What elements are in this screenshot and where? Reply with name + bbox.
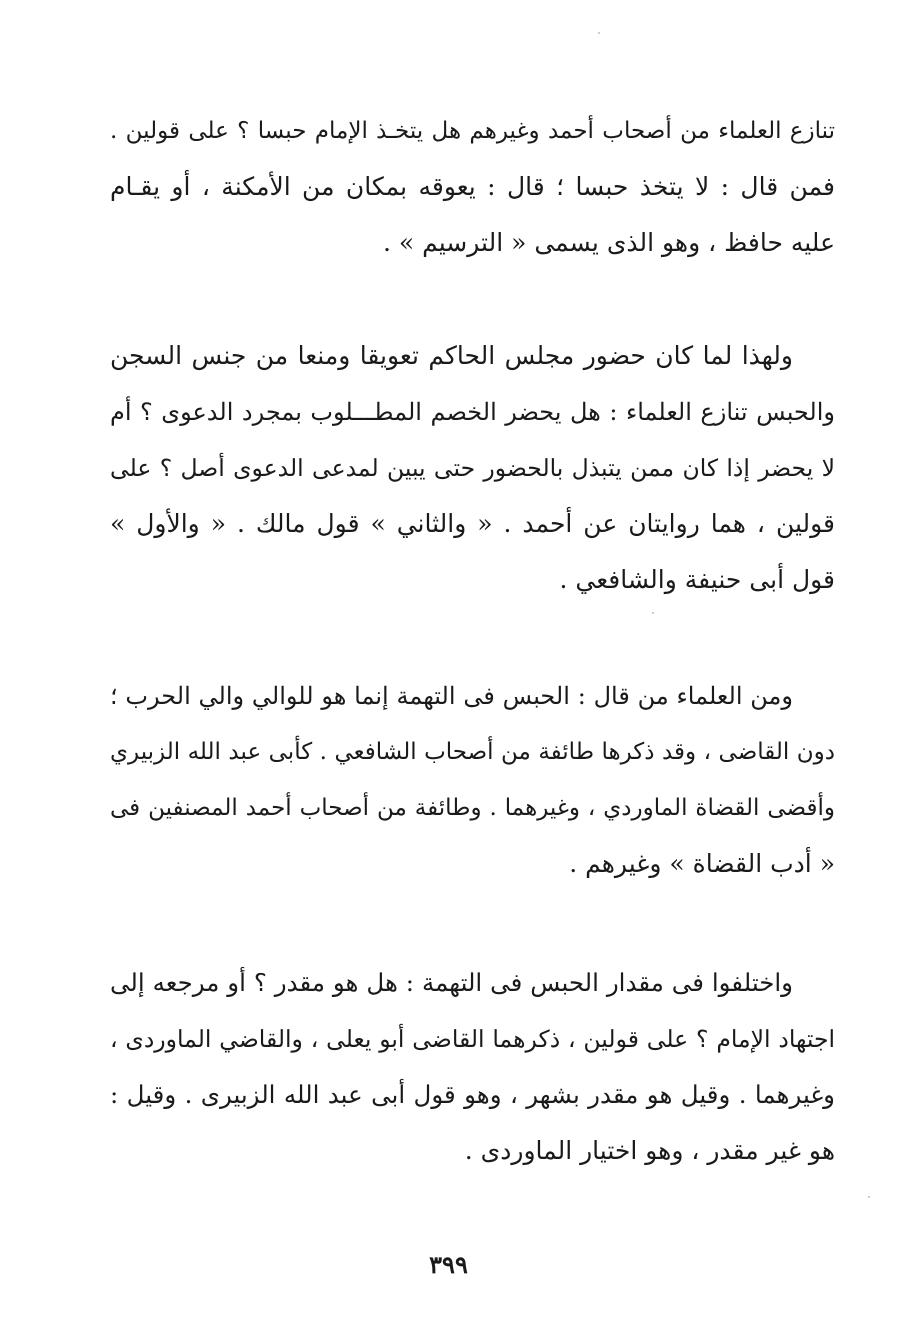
text-line: واختلفوا فى مقدار الحبس فى التهمة : هل هو مقدر ؟ أو مرجعه إلى (110, 968, 793, 997)
text-line: « أدب القضاة » وغيرهم . (569, 849, 835, 878)
scan-speck (868, 1196, 870, 1198)
text-line: اجتهاد الإمام ؟ على قولين ، ذكرهما القاضى أبو يعلى ، والقاضي الماوردى ، (110, 1025, 835, 1053)
text-line: ولهذا لما كان حضور مجلس الحاكم تعويقا ومنعا من جنس السجن (110, 341, 793, 370)
text-line: وأقضى القضاة الماوردي ، وغيرهما . وطائفة من أصحاب أحمد المصنفين فى (110, 795, 835, 821)
text-line: قولين ، هما روايتان عن أحمد . « والثاني » قول مالك . « والأول » (110, 509, 835, 538)
text-line: دون القاضى ، وقد ذكرها طائفة من أصحاب الشافعي . كأبى عبد الله الزبيري (110, 739, 835, 765)
paragraph-4 (110, 955, 835, 1179)
text-line: تنازع العلماء من أصحاب أحمد وغيرهم هل يتخـذ الإمام حبسا ؟ على قولين . (110, 118, 835, 144)
text-line: وغيرهما . وقيل هو مقدر بشهر ، وهو قول أبى عبد الله الزبيرى . وقيل : (110, 1080, 835, 1109)
text-line: والحبس تنازع العلماء : هل يحضر الخصم المطـــلوب بمجرد الدعوى ؟ أم (110, 398, 835, 426)
text-line: هو غير مقدر ، وهو اختيار الماوردى . (464, 1136, 835, 1165)
paragraph-3 (110, 668, 835, 892)
paragraph-1 (110, 103, 835, 271)
text-line: لا يحضر إذا كان ممن يتبذل بالحضور حتى يبين لمدعى الدعوى أصل ؟ على (110, 454, 835, 482)
text-line: قول أبى حنيفة والشافعي . (559, 565, 835, 594)
text-line: فمن قال : لا يتخذ حبسا ؛ قال : يعوقه بمكان من الأمكنة ، أو يقـام (110, 172, 835, 201)
page-number: ٣٩٩ (429, 1250, 468, 1279)
scan-speck (598, 32, 600, 34)
paragraph-2 (110, 328, 835, 608)
text-line: عليه حافظ ، وهو الذى يسمى « الترسيم » . (382, 228, 835, 257)
scan-speck (652, 612, 654, 614)
text-line: ومن العلماء من قال : الحبس فى التهمة إنما هو للوالي والي الحرب ؛ (110, 682, 794, 710)
